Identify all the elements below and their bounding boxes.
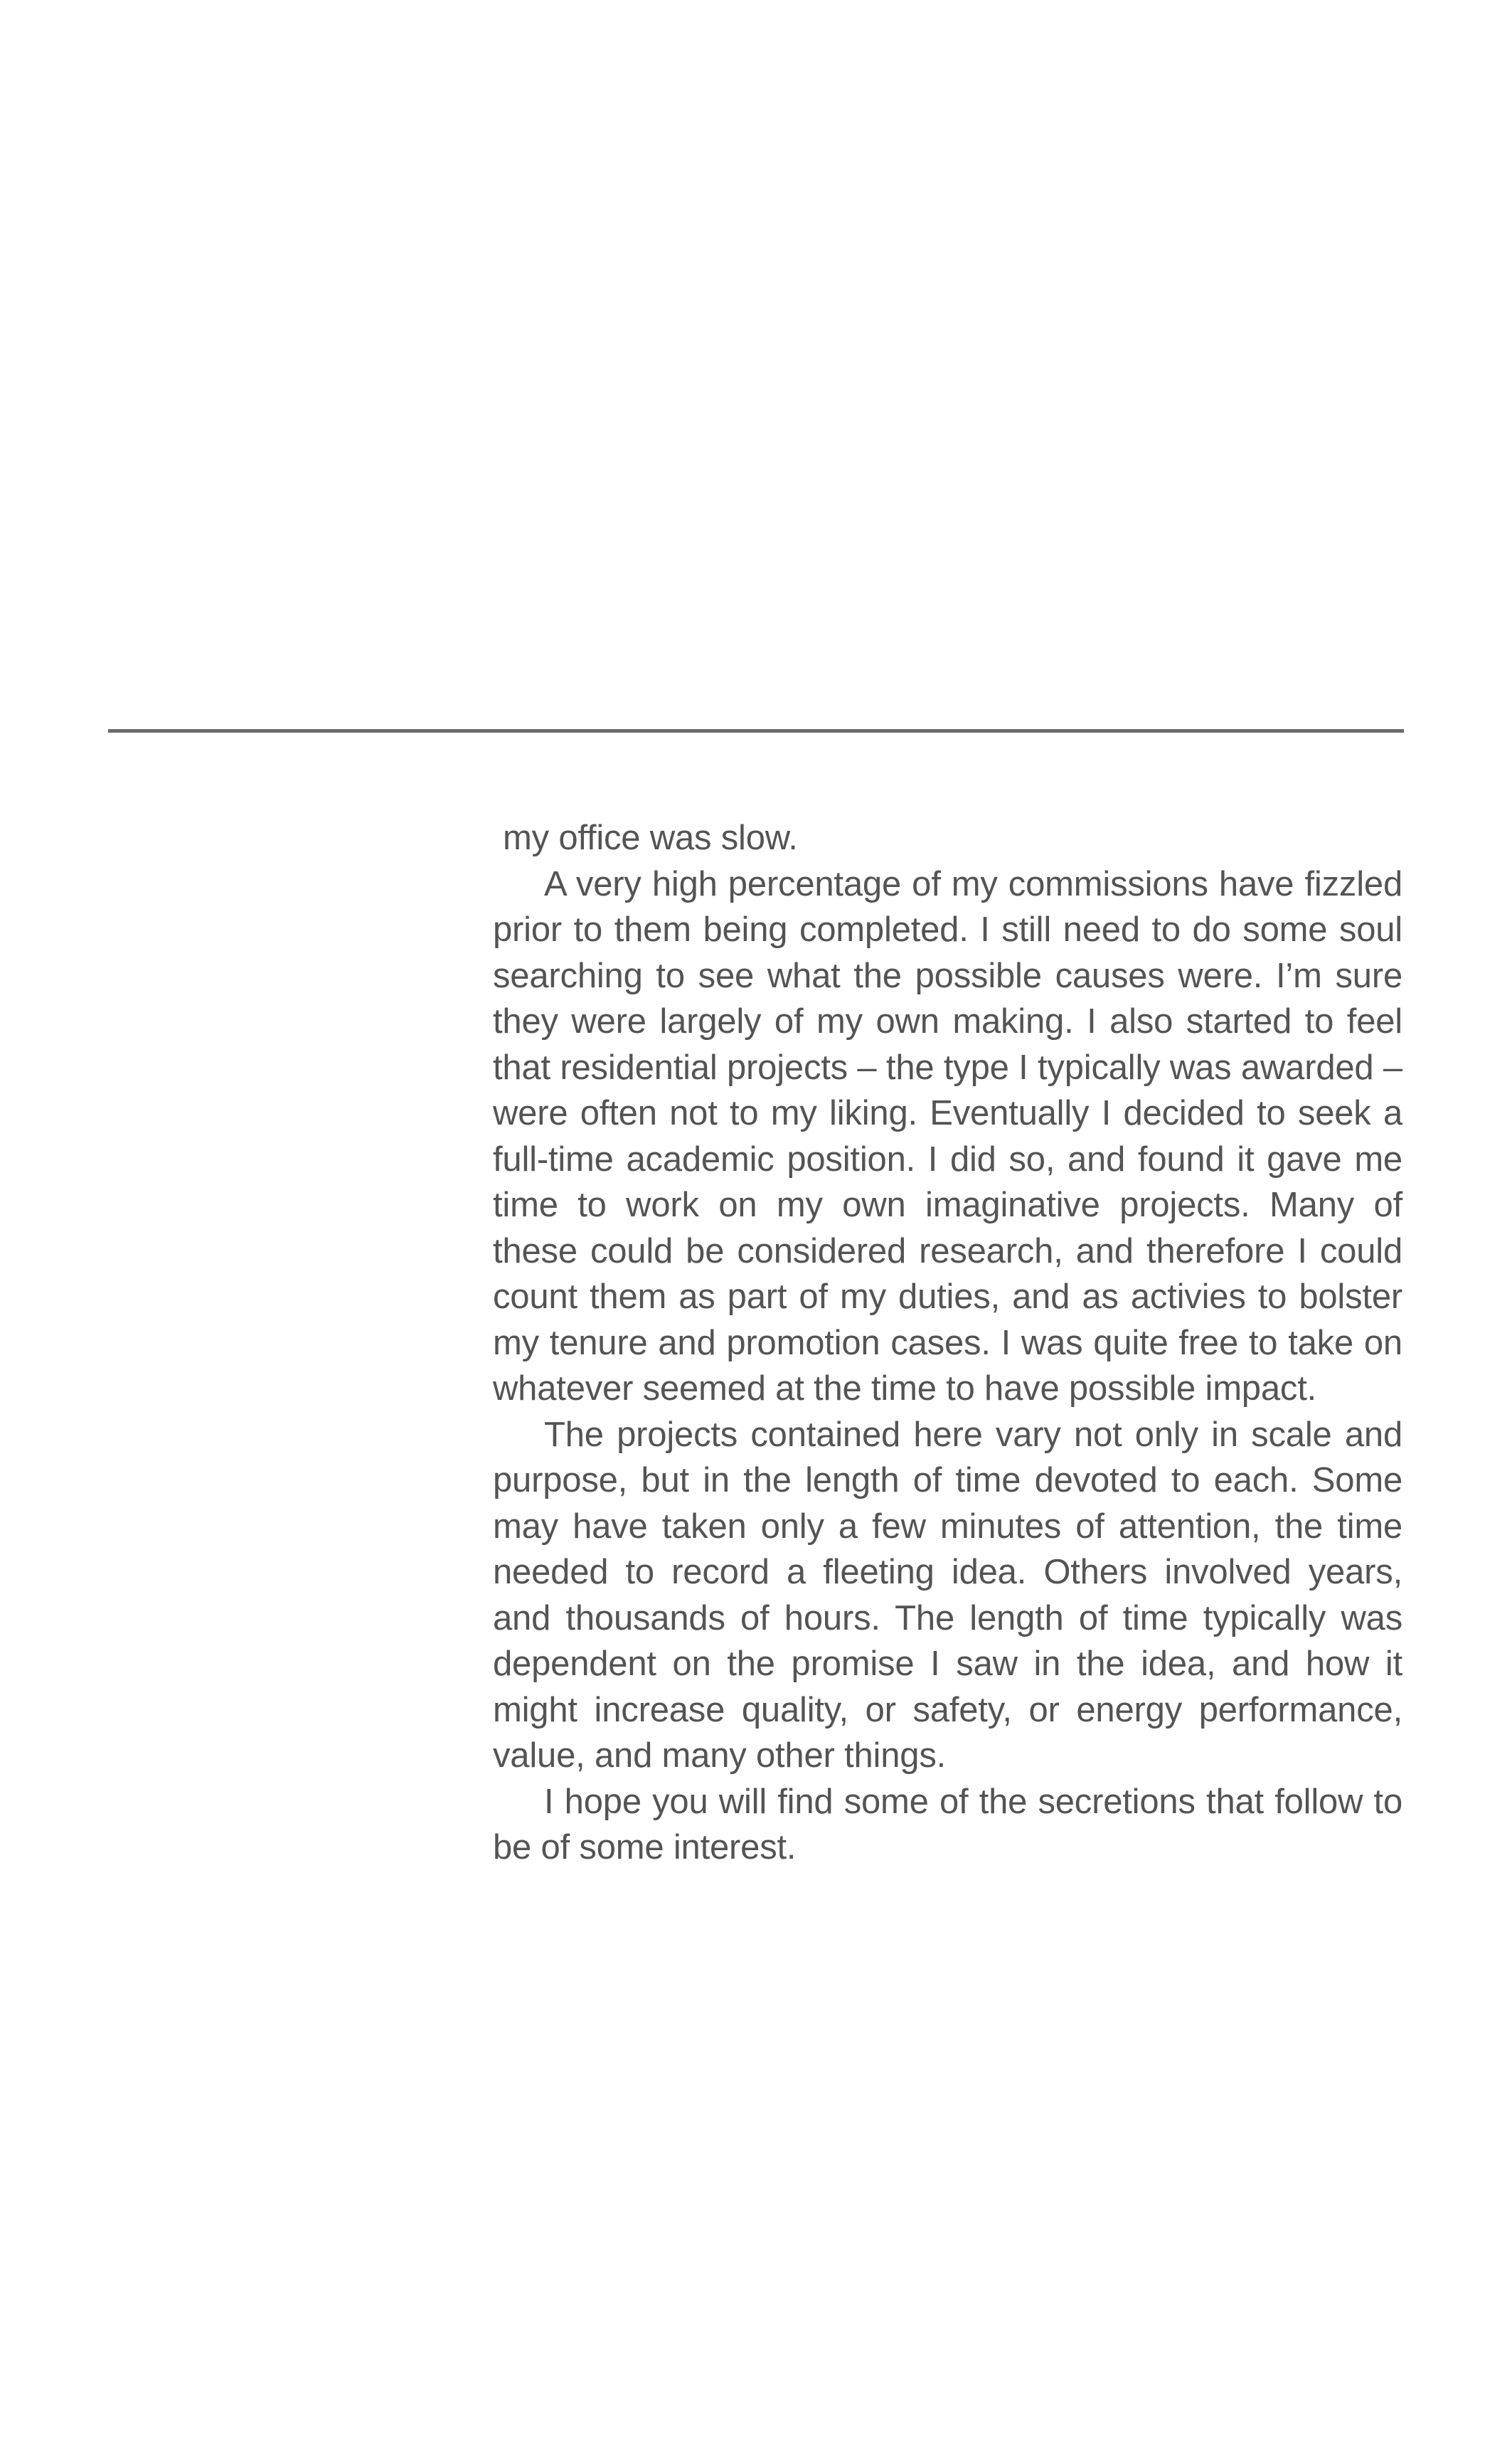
paragraph-closing: I hope you will find some of the secretions that follow to be of some interest. xyxy=(493,1782,1402,1867)
horizontal-rule xyxy=(108,729,1404,733)
paragraph-continuation: my office was slow. xyxy=(503,819,798,857)
paragraph-commissions: A very high percentage of my commissions have fizzled prior to them being completed. I still need to do some soul searching to see what the possible causes were. I’m sure they were largely of my own making. I also started to feel that residential projects – the type I typically was awarded – were often not to my liking. Eventually I decided to seek a full-time academic position. I did so, and found it gave me time to work on my own imaginative projects. Many of these could be considered research, and therefore I could count them as part of my duties, and as activies to bolster my tenure and promotion cases. I was quite free to take on whatever seemed at the time to have possible impact. xyxy=(493,864,1402,1408)
paragraph-projects: The projects contained here vary not only in scale and purpose, but in the length of time devoted to each. Some may have taken only a few minutes of attention, the time needed to record a fleeting idea. Others involved years, and thousands of hours. The length of time typically was dependent on the promise I saw in the idea, and how it might increase quality, or safety, or energy performance, value, and many other things. xyxy=(493,1415,1402,1775)
body-text xyxy=(493,815,1402,1871)
